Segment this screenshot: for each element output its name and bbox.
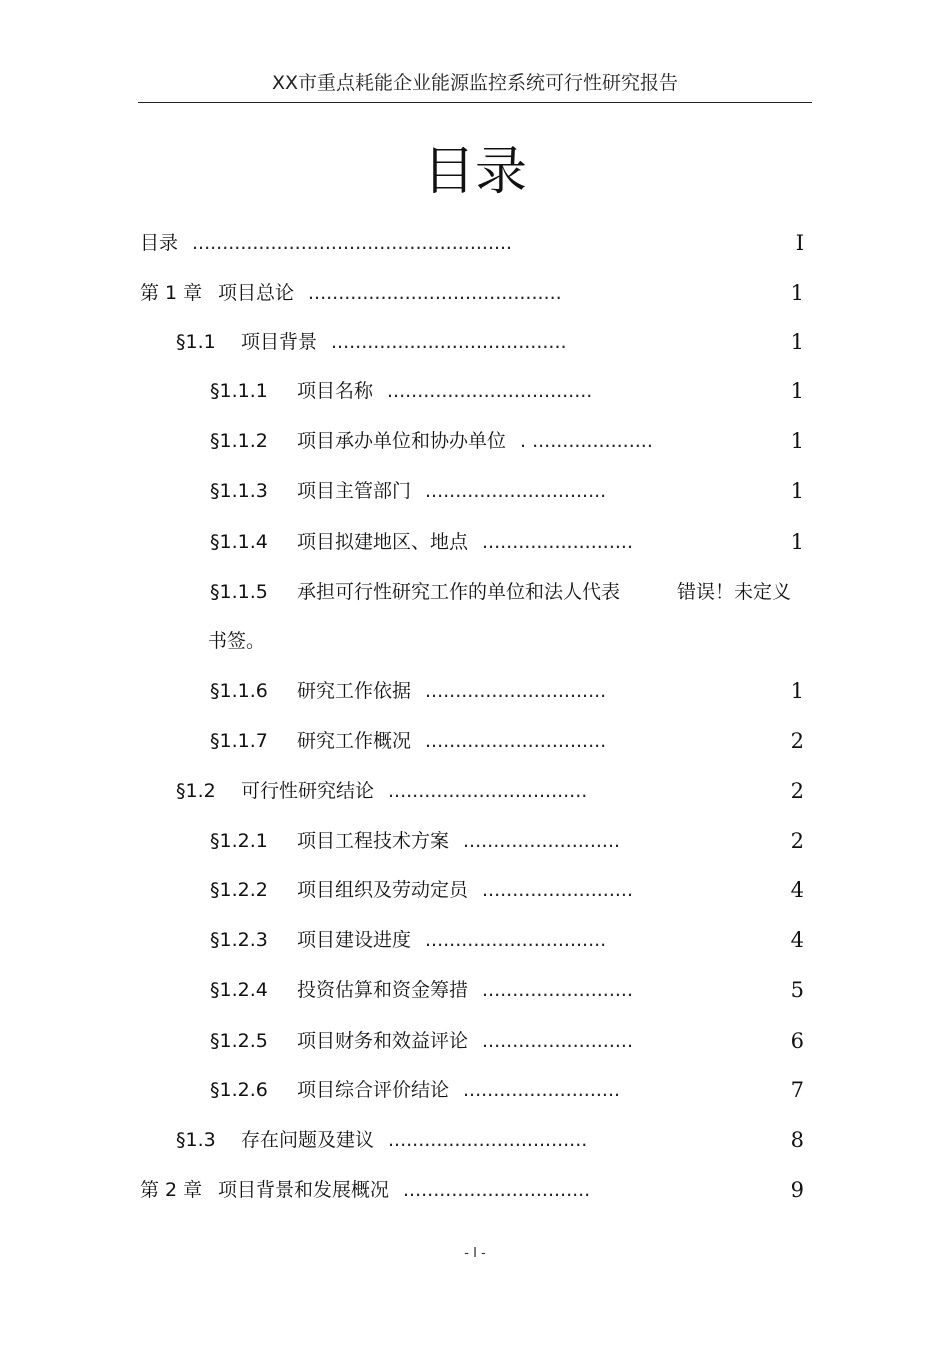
toc-entry[interactable]	[0, 725, 950, 757]
toc-entry-text: 研究工作依据	[297, 680, 412, 702]
toc-entry-text: 项目财务和效益评论	[297, 1030, 469, 1052]
toc-entry[interactable]	[0, 675, 950, 707]
toc-entry-leader-dots: ..........................	[463, 1079, 621, 1101]
toc-entry-page-number: 8	[790, 1128, 804, 1152]
toc-entry[interactable]	[0, 974, 950, 1006]
toc-entry-leader-dots: .....................................................	[192, 232, 513, 254]
toc-entry[interactable]	[0, 425, 950, 457]
toc-entry-page-number: 1	[790, 530, 804, 554]
toc-entry-page-number: 1	[790, 330, 804, 354]
running-header-title: XX市重点耗能企业能源监控系统可行性研究报告	[271, 72, 679, 94]
toc-entry-page-number: 7	[790, 1078, 804, 1102]
toc-entry-error-message: 错误！未定义	[677, 581, 792, 603]
toc-entry-page-number: 4	[790, 928, 804, 952]
toc-entry[interactable]	[0, 924, 950, 956]
toc-entry-text: 项目背景和发展概况	[218, 1179, 390, 1201]
toc-entry-number: §1.1.2	[210, 430, 268, 452]
toc-entry[interactable]	[0, 227, 950, 259]
toc-entry[interactable]	[0, 775, 950, 807]
toc-entry-leader-dots: ..........................	[463, 830, 621, 852]
toc-entry-leader-dots: ..............................	[425, 480, 607, 502]
toc-entry-leader-dots: .................................	[388, 780, 588, 802]
toc-entry-page-number: 1	[790, 379, 804, 403]
toc-entry-page-number: 6	[790, 1029, 804, 1053]
toc-entry[interactable]	[0, 1025, 950, 1057]
toc-entry-text: 投资估算和资金筹措	[297, 979, 469, 1001]
toc-entry-page-number: 1	[790, 679, 804, 703]
toc-entry-text: 项目拟建地区、地点	[297, 531, 469, 553]
toc-entry-page-number: I	[795, 231, 804, 255]
toc-entry-leader-dots: ..............................	[425, 730, 607, 752]
toc-entry-page-number: 9	[790, 1178, 804, 1202]
toc-title: 目录	[422, 142, 527, 202]
toc-entry-number: §1.1.4	[210, 531, 268, 553]
toc-entry[interactable]	[0, 874, 950, 906]
page-number-footer: - I -	[464, 1246, 486, 1261]
toc-entry-text: 存在问题及建议	[241, 1129, 375, 1151]
toc-entry-leader-dots: ..............................	[425, 929, 607, 951]
toc-entry-page-number: 4	[790, 878, 804, 902]
toc-entry[interactable]	[0, 475, 950, 507]
toc-entry-page-number: 2	[790, 779, 804, 803]
toc-entry-leader-dots: .................................	[388, 1129, 588, 1151]
toc-entry-number: §1.2.4	[210, 979, 268, 1001]
toc-entry-number: §1.1	[176, 331, 216, 353]
toc-entry[interactable]	[0, 825, 950, 857]
toc-entry-text: 项目工程技术方案	[297, 830, 450, 852]
toc-entry-leader-dots: ..........................................	[308, 282, 562, 304]
toc-entry-page-number: 5	[790, 978, 804, 1002]
toc-entry-text: 可行性研究结论	[241, 780, 375, 802]
toc-entry[interactable]	[0, 277, 950, 309]
toc-entry-text: 项目承办单位和协办单位	[297, 430, 507, 452]
toc-entry-leader-dots: ...............................	[403, 1179, 591, 1201]
toc-entry-number: §1.2.1	[210, 830, 268, 852]
toc-entry-text: 研究工作概况	[297, 730, 412, 752]
toc-entry[interactable]	[0, 326, 950, 358]
toc-entry-text: 项目名称	[297, 380, 374, 402]
toc-entry-number: §1.3	[176, 1129, 216, 1151]
toc-entry[interactable]	[0, 1174, 950, 1206]
toc-entry-text: 项目组织及劳动定员	[297, 879, 469, 901]
toc-entry-page-number: 1	[790, 429, 804, 453]
running-header	[138, 68, 812, 103]
toc-entry-number: §1.2.3	[210, 929, 268, 951]
toc-entry[interactable]	[0, 526, 950, 558]
toc-entry-leader-dots: . ....................	[520, 430, 653, 452]
toc-entry-leader-dots: ..............................	[425, 680, 607, 702]
toc-entry[interactable]	[0, 576, 950, 608]
toc-entry-text: 项目建设进度	[297, 929, 412, 951]
toc-entry-continuation: 书签。	[208, 630, 266, 652]
toc-entry-leader-dots: .........................	[482, 531, 633, 553]
toc-entry-page-number: 1	[790, 479, 804, 503]
toc-entry-text: 项目主管部门	[297, 480, 412, 502]
toc-entry-number: 第 2 章	[140, 1179, 203, 1201]
toc-entry-number: §1.2.5	[210, 1030, 268, 1052]
toc-entry-text: 项目总论	[218, 282, 295, 304]
toc-entry-leader-dots: ..................................	[387, 380, 593, 402]
toc-entry-page-number: 2	[790, 829, 804, 853]
toc-entry-number: §1.1.3	[210, 480, 268, 502]
toc-entry-number: §1.2.6	[210, 1079, 268, 1101]
toc-entry-number: §1.1.1	[210, 380, 268, 402]
toc-entry-number: §1.1.6	[210, 680, 268, 702]
toc-entry-leader-dots: .........................	[482, 979, 633, 1001]
toc-entry-number: §1.1.7	[210, 730, 268, 752]
toc-entry-number: 第 1 章	[140, 282, 203, 304]
toc-entry-leader-dots: .........................	[482, 1030, 633, 1052]
toc-entry-number: §1.2	[176, 780, 216, 802]
toc-entry[interactable]	[0, 1124, 950, 1156]
toc-entry-text: 项目背景	[241, 331, 318, 353]
toc-entry-text: 项目综合评价结论	[297, 1079, 450, 1101]
toc-entry-number: §1.2.2	[210, 879, 268, 901]
toc-entry-leader-dots: .......................................	[331, 331, 567, 353]
toc-entry-number: §1.1.5	[210, 581, 268, 603]
toc-entry[interactable]	[0, 1074, 950, 1106]
toc-entry[interactable]	[0, 375, 950, 407]
toc-entry-page-number: 1	[790, 281, 804, 305]
toc-entry-leader-dots: .........................	[482, 879, 633, 901]
toc-entry-text: 承担可行性研究工作的单位和法人代表	[297, 581, 621, 603]
toc-entry-text: 目录	[140, 232, 179, 254]
toc-entry-page-number: 2	[790, 729, 804, 753]
